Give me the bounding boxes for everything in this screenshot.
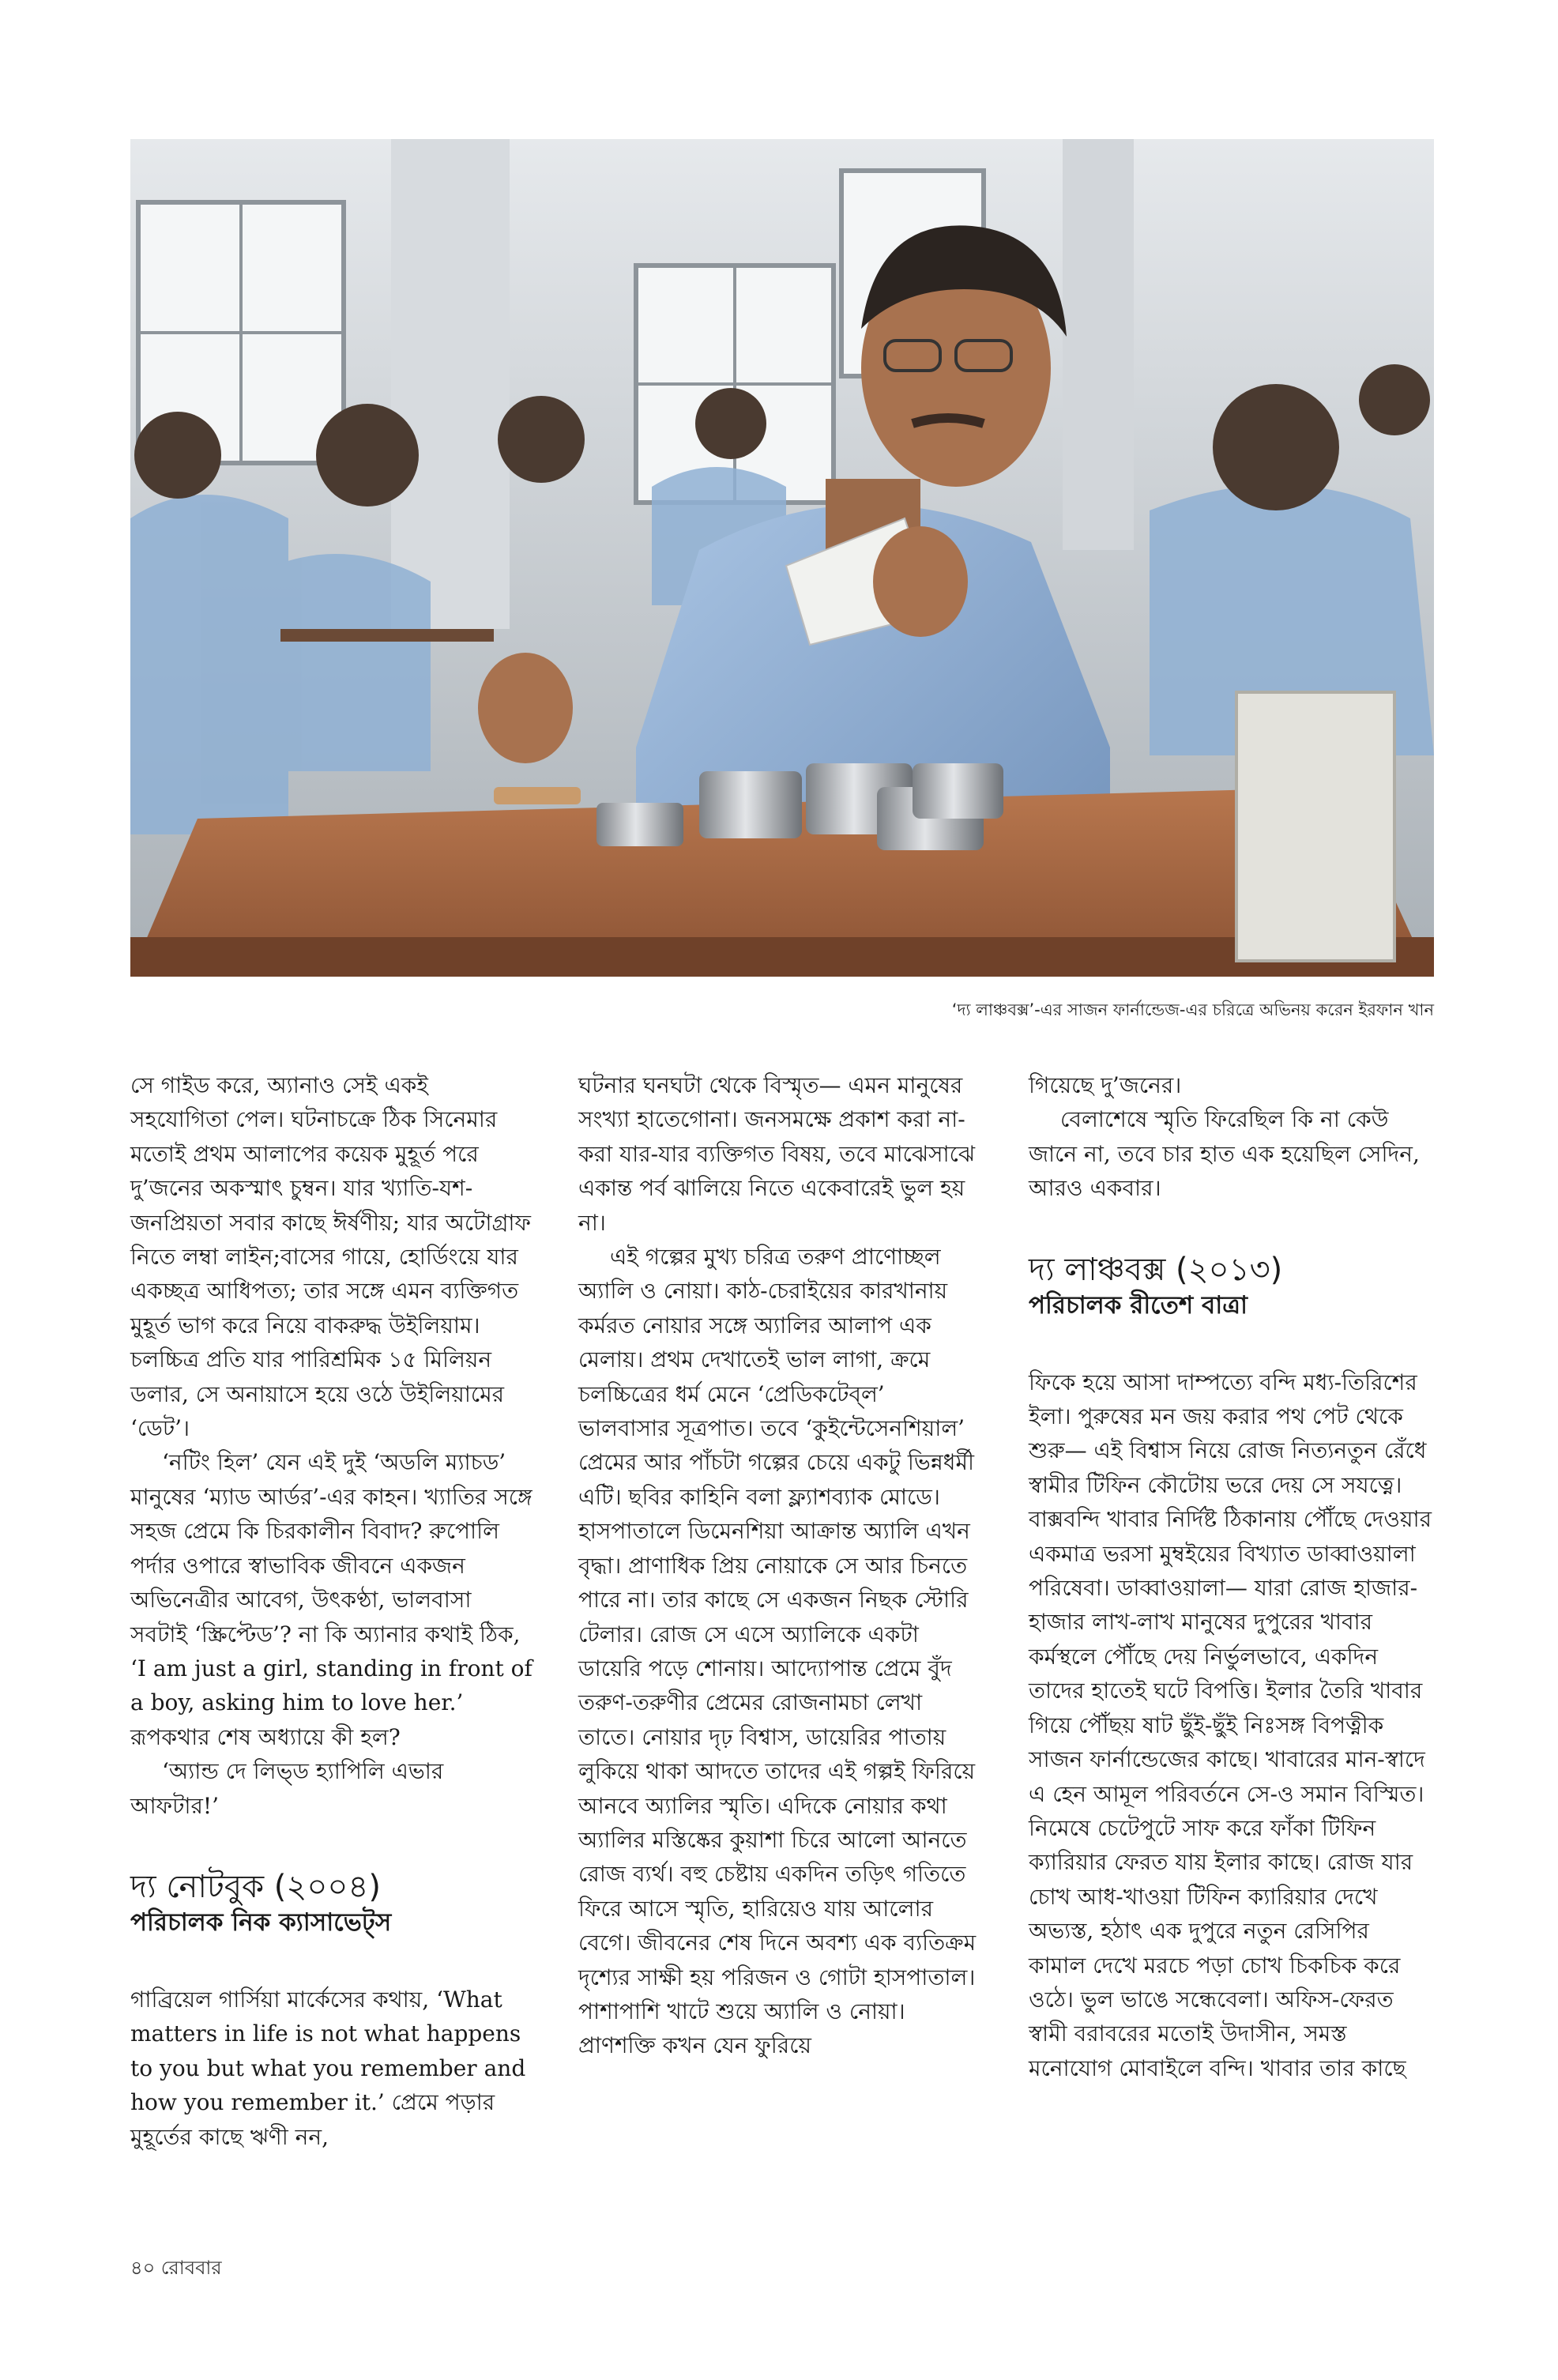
- section-heading-notebook: [130, 1867, 533, 1938]
- page-number: ৪০ রোববার: [130, 2257, 222, 2279]
- paragraph: এই গল্পের মুখ্য চরিত্র তরুণ প্রাণোচ্ছল অ্যালি ও নোয়া। কাঠ-চেরাইয়ের কারখানায় কর্মরত নোয়ার সঙ্গে অ্যালির আলাপ এক মেলায়। প্রথম দেখাতেই ভাল লাগা, ক্রমে চলচ্চিত্রের ধর্ম মেনে ‘প্রেডিকটেব্‌ল’ ভালবাসার সূত্রপাত। তবে ‘কুইন্টেসেনশিয়াল’ প্রেমের আর পাঁচটা গল্পের চেয়ে একটু ভিন্নধর্মী এটি। ছবির কাহিনি বলা ফ্ল্যাশব্যাক মোডে। হাসপাতালে ডিমেনশিয়া আক্রান্ত অ্যালি এখন বৃদ্ধা। প্রাণাধিক প্রিয় নোয়াকে সে আর চিনতে পারে না। তার কাছে সে একজন নিছক স্টোরি টেলার। রোজ সে এসে অ্যালিকে একটা ডায়েরি পড়ে শোনায়। আদ্যোপান্ত প্রেমে বুঁদ তরুণ-তরুণীর প্রেমের রোজনামচা লেখা তাতে। নোয়ার দৃঢ় বিশ্বাস, ডায়েরির পাতায় লুকিয়ে থাকা আদতে তাদের এই গল্পই ফিরিয়ে আনবে অ্যালির স্মৃতি। এদিকে নোয়ার কথা অ্যালির মস্তিষ্কের কুয়াশা চিরে আলো আনতে রোজ ব্যর্থ। বহু চেষ্টায় একদিন তড়িৎ গতিতে ফিরে আসে স্মৃতি, হারিয়েও যায় আলোর বেগে। জীবনের শেষ দিনে অবশ্য এক ব্যতিক্রম দৃশ্যের সাক্ষী হয় পরিজন ও গোটা হাসপাতাল। পাশাপাশি খাটে শুয়ে অ্যালি ও নোয়া। প্রাণশক্তি কখন যেন ফুরিয়ে: [578, 1244, 977, 2059]
- paragraph: গিয়েছে দু’জনের।: [1029, 1072, 1182, 1098]
- article-column-1: [130, 1068, 533, 2154]
- article-column-2: [578, 1068, 981, 2063]
- paragraph: ঘটনার ঘনঘটা থেকে বিস্মৃত— এমন মানুষের সংখ্যা হাতেগোনা। জনসমক্ষে প্রকাশ করা না-করা যার-যার ব্যক্তিগত বিষয়, তবে মাঝেসাঝে একান্ত পর্ব ঝালিয়ে নিতে একেবারেই ভুল হয় না।: [578, 1072, 976, 1236]
- article-column-3: [1029, 1068, 1432, 2085]
- section-heading-lunchbox: [1029, 1250, 1432, 1321]
- paragraph: বেলাশেষে স্মৃতি ফিরেছিল কি না কেউ জানে না, তবে চার হাত এক হয়েছিল সেদিন, আরও একবার।: [1029, 1106, 1420, 1202]
- section-director: পরিচালক নিক ক্যাসাভেট্‌স: [130, 1907, 392, 1937]
- section-title: দ্য নোটবুক (২০০৪): [130, 1868, 381, 1905]
- paragraph: ‘অ্যান্ড দে লিভ্‌ড হ্যাপিলি এভার আফটার!’: [130, 1758, 444, 1819]
- lunchbox-scene-photo: [130, 139, 1434, 977]
- section-director: পরিচালক রীতেশ বাত্রা: [1029, 1290, 1248, 1320]
- photo-caption: ‘দ্য লাঞ্চবক্স’-এর সাজন ফার্নান্ডেজ-এর চরিত্রে অভিনয় করেন ইরফান খান: [951, 1000, 1434, 1019]
- paragraph: সে গাইড করে, অ্যানাও সেই একই সহযোগিতা পেল। ঘটনাচক্রে ঠিক সিনেমার মতোই প্রথম আলাপের কয়েক মুহূর্ত পরে দু’জনের অকস্মাৎ চুম্বন। যার খ্যাতি-যশ-জনপ্রিয়তা সবার কাছে ঈর্ষণীয়; যার অটোগ্রাফ নিতে লম্বা লাইন;বাসের গায়ে, হোর্ডিংয়ে যার একচ্ছত্র আধিপত্য; তার সঙ্গে এমন ব্যক্তিগত মুহূর্ত ভাগ করে নিয়ে বাকরুদ্ধ উইলিয়াম। চলচ্চিত্র প্রতি যার পারিশ্রমিক ১৫ মিলিয়ন ডলার, সে অনায়াসে হয়ে ওঠে উইলিয়ামের ‘ডেট’।: [130, 1072, 531, 1442]
- section-title: দ্য লাঞ্চবক্স (২০১৩): [1029, 1251, 1283, 1288]
- paragraph: ফিকে হয়ে আসা দাম্পত্যে বন্দি মধ্য-তিরিশের ইলা। পুরুষের মন জয় করার পথ পেট থেকে শুরু— এই বিশ্বাস নিয়ে রোজ নিত্যনতুন রেঁধে স্বামীর টিফিন কৌটোয় ভরে দেয় সে সযত্নে। বাক্সবন্দি খাবার নির্দিষ্ট ঠিকানায় পৌঁছে দেওয়ার একমাত্র ভরসা মুম্বইয়ের বিখ্যাত ডাব্বাওয়ালা পরিষেবা। ডাব্বাওয়ালা— যারা রোজ হাজার-হাজার লাখ-লাখ মানুষের দুপুরের খাবার কর্মস্থলে পৌঁছে দেয় নির্ভুলভাবে, একদিন তাদের হাতেই ঘটে বিপত্তি। ইলার তৈরি খাবার গিয়ে পৌঁছয় ষাট ছুঁই-ছুঁই নিঃসঙ্গ বিপত্নীক সাজন ফার্নান্ডেজের কাছে। খাবারের মান-স্বাদে এ হেন আমূল পরিবর্তনে সে-ও সমান বিস্মিত। নিমেষে চেটেপুটে সাফ করে ফাঁকা টিফিন ক্যারিয়ার ফেরত যায় ইলার কাছে। রোজ যার চোখ আধ-খাওয়া টিফিন ক্যারিয়ার দেখে অভ্যস্ত, হঠাৎ এক দুপুরে নতুন রেসিপির কামাল দেখে মরচে পড়া চোখ চিকচিক করে ওঠে। ভুল ভাঙে সন্ধেবেলা। অফিস-ফেরত স্বামী বরাবরের মতোই উদাসীন, সমস্ত মনোযোগ মোবাইলে বন্দি। খাবার তার কাছে: [1029, 1369, 1432, 2081]
- paragraph: ‘নটিং হিল’ যেন এই দুই ‘অডলি ম্যাচড’ মানুষের ‘ম্যাড আর্ডর’-এর কাহন। খ্যাতির সঙ্গে সহজ প্রেমে কি চিরকালীন বিবাদ? রুপোলি পর্দার ওপারে স্বাভাবিক জীবনে একজন অভিনেত্রীর আবেগ, উৎকণ্ঠা, ভালবাসা সবটাই ‘স্ক্রিপ্টেড’? না কি অ্যানার কথাই ঠিক, ‘I am just a girl, standing in front of a boy, asking him to love her.’ রূপকথার শেষ অধ্যায়ে কী হল?: [130, 1449, 533, 1750]
- paragraph: গাব্রিয়েল গার্সিয়া মার্কেসের কথায়, ‘What matters in life is not what happens to you but what you remember and how you remember it.’ প্রেমে পড়ার মুহূর্তের কাছে ঋণী নন,: [130, 1986, 526, 2150]
